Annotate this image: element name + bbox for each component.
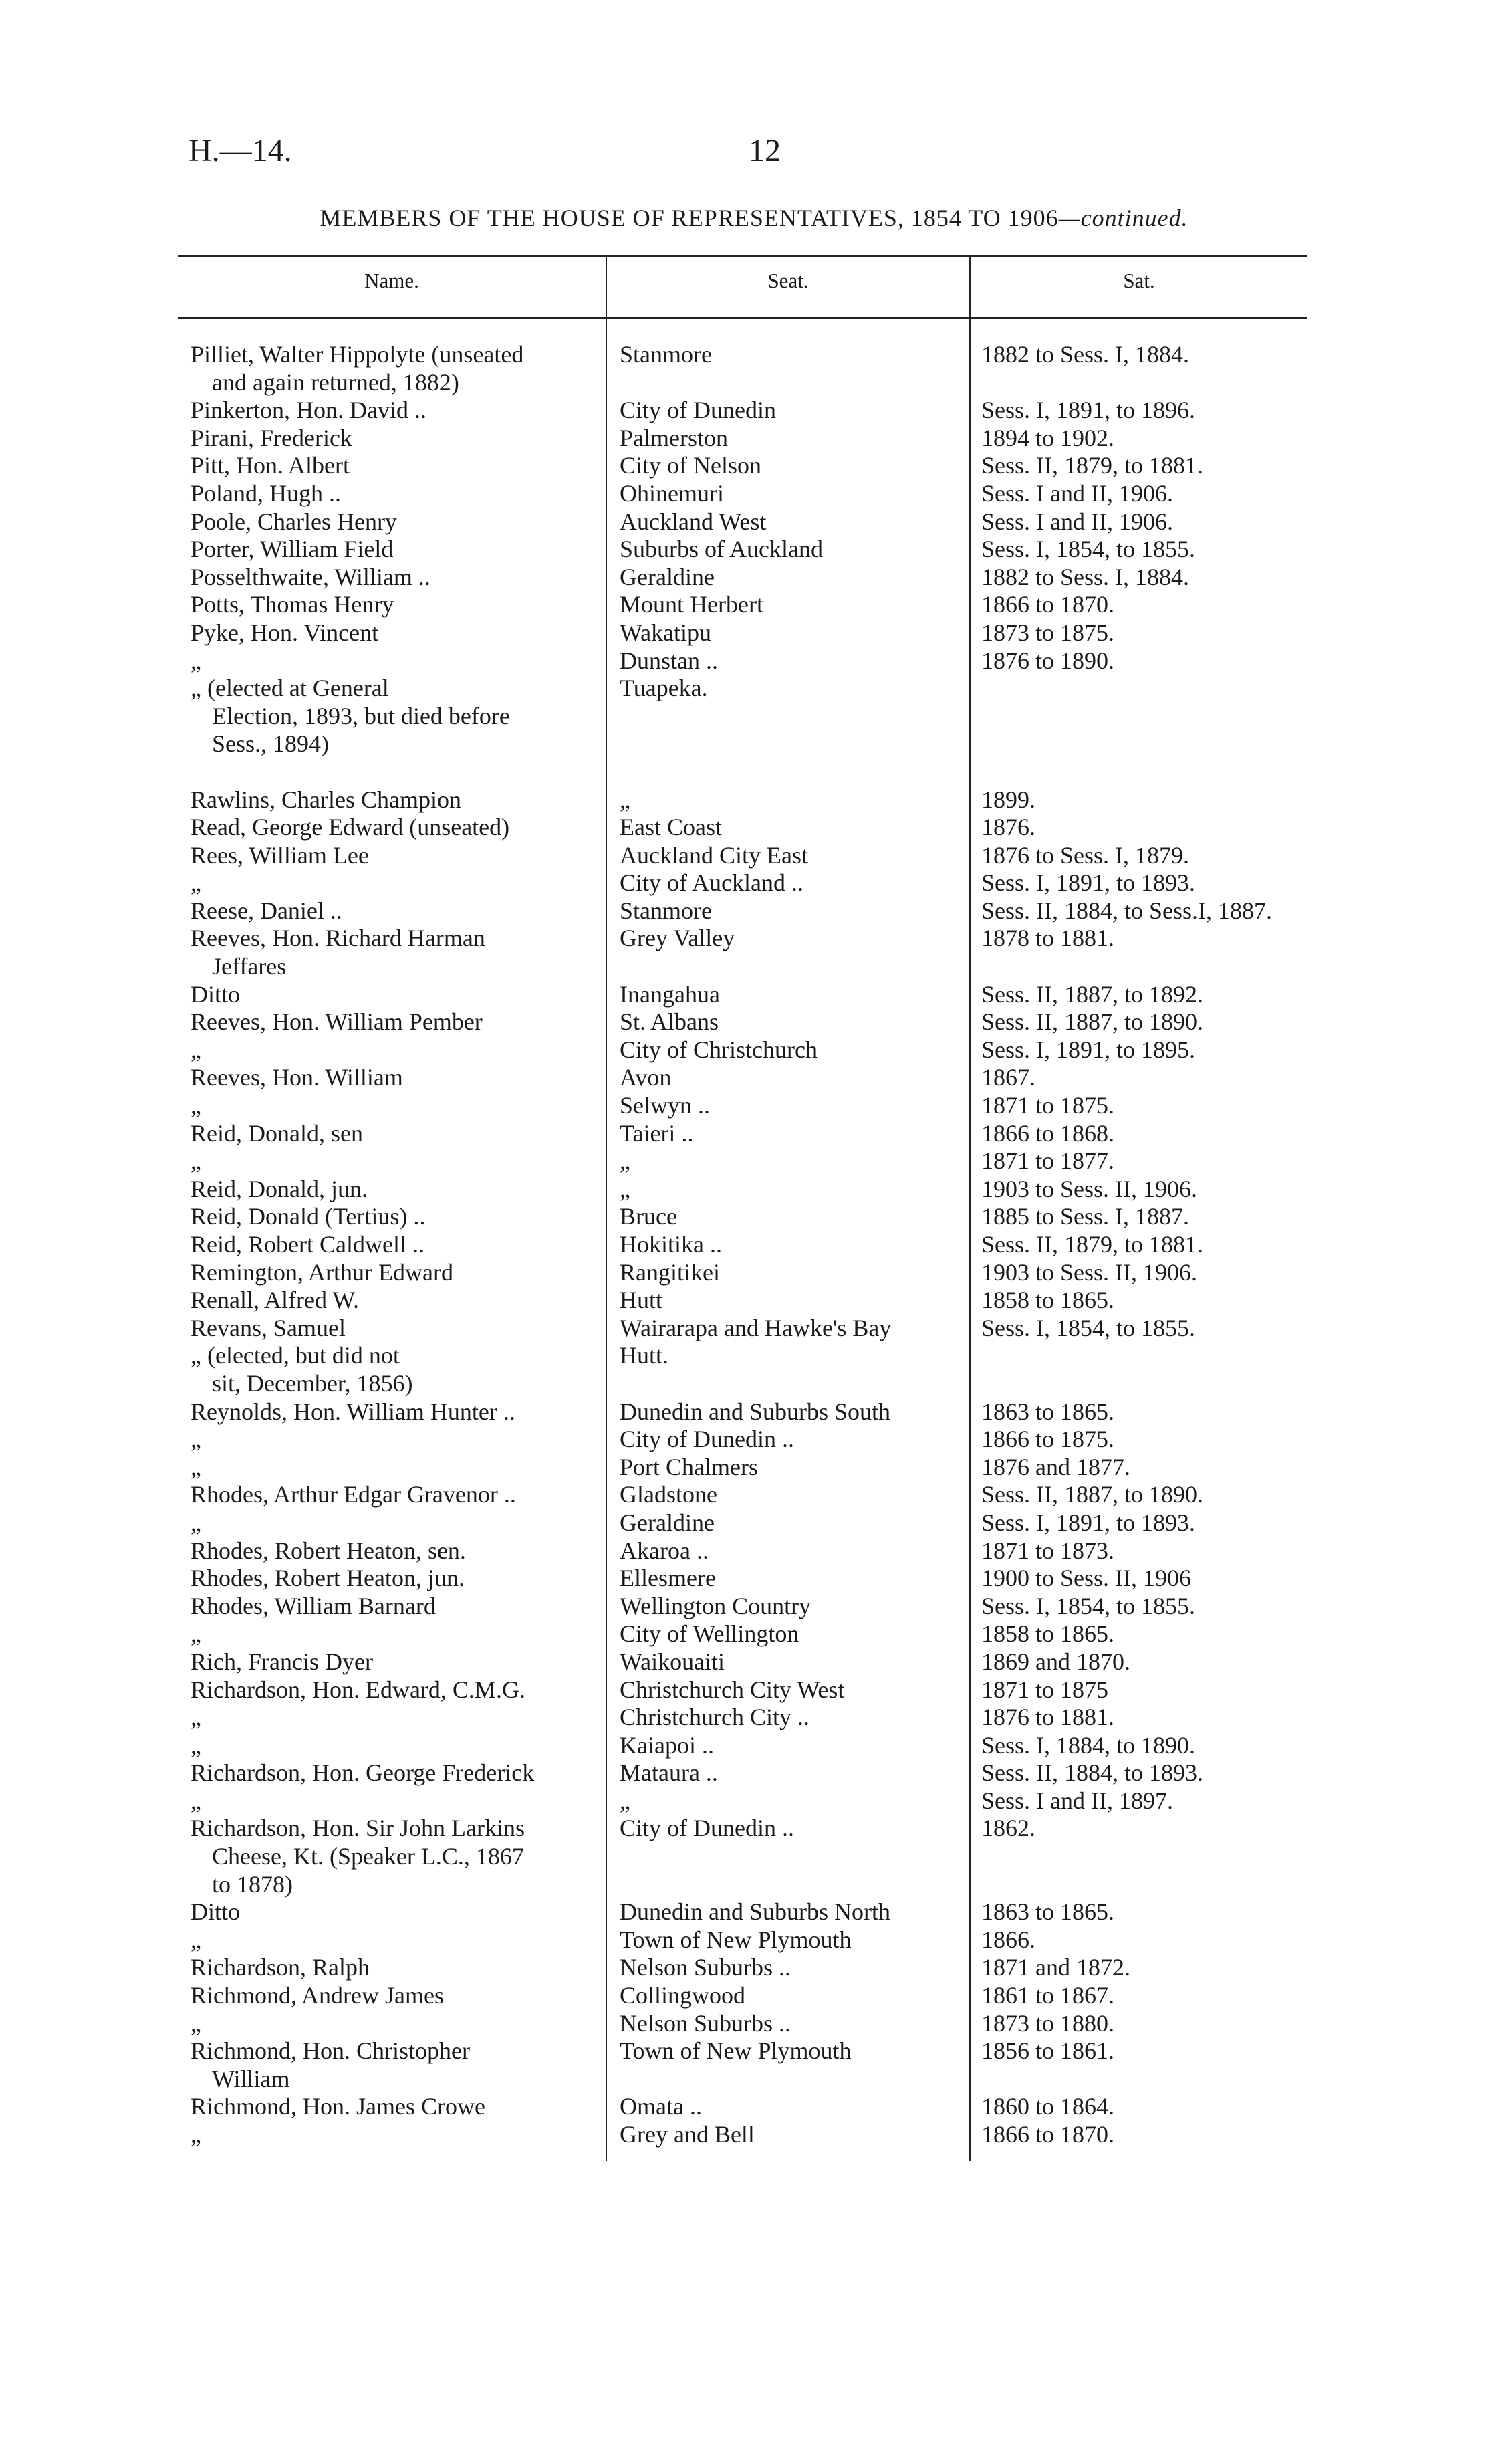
seat: City of Dunedin .. <box>620 1426 794 1453</box>
member-name-continuation: William <box>212 2065 290 2092</box>
table-row <box>0 1286 1508 1315</box>
table-row <box>0 2093 1508 2121</box>
seat: Bruce <box>620 1203 677 1230</box>
sat-period: 1861 to 1867. <box>981 1982 1115 2009</box>
seat: „ <box>620 786 630 813</box>
table-row <box>0 397 1508 425</box>
seat: City of Nelson <box>620 452 761 479</box>
table-row <box>0 591 1508 619</box>
member-name <box>191 1898 592 1926</box>
sat-period: 1876. <box>981 814 1035 841</box>
member-name-line: „ <box>191 1453 201 1480</box>
table-row <box>0 1676 1508 1704</box>
member-name <box>191 869 592 897</box>
member-name <box>191 1759 592 1787</box>
member-name-line: Ditto <box>191 1898 241 1926</box>
member-name <box>191 341 592 397</box>
member-name-line: Pirani, Frederick <box>191 424 352 451</box>
seat: Suburbs of Auckland <box>620 536 823 563</box>
member-name-line: „ (elected at General <box>191 675 389 702</box>
seat: Tuapeka. <box>620 675 708 702</box>
member-name <box>191 1732 592 1760</box>
table-row <box>0 675 1508 758</box>
member-name <box>191 1481 592 1509</box>
member-name <box>191 1565 592 1593</box>
sat-period: 1903 to Sess. II, 1906. <box>981 1175 1197 1202</box>
page-number: 12 <box>749 133 781 169</box>
seat: Port Chalmers <box>620 1453 758 1480</box>
seat: Stanmore <box>620 341 712 368</box>
table-row <box>0 1092 1508 1120</box>
row-spacer <box>0 758 1508 786</box>
seat: Avon <box>620 1064 672 1091</box>
member-name <box>191 897 592 925</box>
table-row <box>0 1787 1508 1815</box>
seat: Dunstan .. <box>620 647 718 674</box>
member-name <box>191 1676 592 1704</box>
table-row <box>0 1759 1508 1787</box>
table-row <box>0 1648 1508 1676</box>
member-name <box>191 1231 592 1259</box>
sat-period: Sess. II, 1887, to 1892. <box>981 980 1203 1008</box>
seat: Wakatipu <box>620 619 712 646</box>
seat: City of Dunedin .. <box>620 1815 794 1842</box>
table-row <box>0 1426 1508 1454</box>
member-name <box>191 1147 592 1175</box>
member-name <box>191 675 592 758</box>
seat: City of Auckland .. <box>620 869 803 897</box>
member-name-line: Richardson, Hon. George Frederick <box>191 1759 535 1787</box>
seat: Hutt <box>620 1286 663 1314</box>
member-name-continuation: Jeffares <box>212 953 287 980</box>
seat: City of Christchurch <box>620 1036 818 1063</box>
seat: Stanmore <box>620 897 712 924</box>
table-row <box>0 1537 1508 1565</box>
table-row <box>0 1704 1508 1732</box>
member-name <box>191 1620 592 1648</box>
sat-period: 1882 to Sess. I, 1884. <box>981 563 1190 590</box>
seat: Kaiapoi .. <box>620 1731 714 1759</box>
member-name <box>191 1342 592 1397</box>
seat: „ <box>620 1175 630 1202</box>
sat-period: Sess. I, 1891, to 1893. <box>981 1508 1196 1536</box>
sat-period: 1869 and 1870. <box>981 1648 1130 1675</box>
member-name-line: Renall, Alfred W. <box>191 1286 359 1314</box>
member-name-line: „ <box>191 1092 201 1119</box>
sat-period: 1871 to 1875 <box>981 1676 1109 1703</box>
seat: East Coast <box>620 814 722 841</box>
seat: St. Albans <box>620 1008 719 1036</box>
sat-period: 1863 to 1865. <box>981 1397 1115 1425</box>
seat: Geraldine <box>620 563 715 590</box>
member-name-line: „ <box>191 1704 201 1731</box>
sat-period: 1866 to 1868. <box>981 1119 1115 1147</box>
member-name <box>191 2121 592 2149</box>
member-name-line: Rich, Francis Dyer <box>191 1648 373 1675</box>
member-name-continuation: Election, 1893, but died before <box>212 702 510 730</box>
member-name-line: Read, George Edward (unseated) <box>191 814 510 841</box>
member-name <box>191 1064 592 1092</box>
member-name-line: Rhodes, Arthur Edgar Gravenor .. <box>191 1481 516 1508</box>
title-text: MEMBERS OF THE HOUSE OF REPRESENTATIVES, 1854 TO 1906 <box>320 205 1059 231</box>
member-name-line: Richmond, Andrew James <box>191 1982 444 2009</box>
member-name-line: „ <box>191 2009 201 2037</box>
sat-period: Sess. I, 1891, to 1895. <box>981 1036 1196 1063</box>
member-name <box>191 1092 592 1120</box>
member-name <box>191 619 592 647</box>
sat-period: Sess. I and II, 1906. <box>981 479 1173 507</box>
member-name-line: Reid, Donald, sen <box>191 1119 363 1147</box>
member-name <box>191 2010 592 2038</box>
seat: „ <box>620 1147 630 1175</box>
sat-period: Sess. I, 1854, to 1855. <box>981 1592 1196 1619</box>
member-name <box>191 2037 592 2093</box>
table-row <box>0 564 1508 592</box>
member-name-line: „ <box>191 1731 201 1759</box>
member-name-line: „ <box>191 1787 201 1814</box>
table-row <box>0 814 1508 842</box>
sat-period: 1871 to 1875. <box>981 1092 1115 1119</box>
seat: Grey and Bell <box>620 2121 755 2148</box>
member-name-line: Richardson, Hon. Edward, C.M.G. <box>191 1676 525 1703</box>
member-name <box>191 814 592 842</box>
table-row <box>0 480 1508 508</box>
seat: Waikouaiti <box>620 1648 725 1675</box>
sat-period: 1903 to Sess. II, 1906. <box>981 1258 1197 1286</box>
member-name-continuation: to 1878) <box>212 1870 293 1898</box>
member-name-line: Poland, Hugh .. <box>191 479 341 507</box>
member-name-line: Pitt, Hon. Albert <box>191 452 350 479</box>
member-name-line: Remington, Arthur Edward <box>191 1258 453 1286</box>
sat-period: 1856 to 1861. <box>981 2037 1115 2065</box>
sat-period: Sess. II, 1887, to 1890. <box>981 1481 1203 1508</box>
table-row <box>0 2010 1508 2038</box>
seat: Taieri .. <box>620 1119 694 1147</box>
seat: Dunedin and Suburbs North <box>620 1898 890 1926</box>
seat: Grey Valley <box>620 925 735 952</box>
seat: Mount Herbert <box>620 591 763 619</box>
member-name-line: Pyke, Hon. Vincent <box>191 619 379 646</box>
member-name <box>191 1926 592 1954</box>
member-name <box>191 1509 592 1537</box>
member-name <box>191 786 592 814</box>
member-name <box>191 1704 592 1732</box>
table-row <box>0 1509 1508 1537</box>
table-row <box>0 508 1508 536</box>
sat-period: 1876 to Sess. I, 1879. <box>981 841 1190 869</box>
member-name-line: Rhodes, Robert Heaton, jun. <box>191 1565 465 1592</box>
table-row <box>0 1036 1508 1065</box>
member-name-line: Richardson, Ralph <box>191 1954 370 1981</box>
table-row <box>0 1815 1508 1898</box>
member-name <box>191 1398 592 1426</box>
member-name <box>191 1315 592 1343</box>
table-row <box>0 897 1508 925</box>
table-row <box>0 536 1508 564</box>
member-name <box>191 1954 592 1982</box>
table-row <box>0 1175 1508 1204</box>
member-name-line: „ <box>191 1926 201 1953</box>
member-name-line: Poole, Charles Henry <box>191 508 397 535</box>
member-name-line: Ditto <box>191 980 241 1008</box>
member-name-line: „ <box>191 1036 201 1063</box>
member-name-line: Richmond, Hon. Christopher <box>191 2037 470 2065</box>
table-row <box>0 869 1508 897</box>
table-row <box>0 1898 1508 1926</box>
seat: Gladstone <box>620 1481 717 1508</box>
member-name-line: Posselthwaite, William .. <box>191 563 430 590</box>
member-name-continuation: and again returned, 1882) <box>212 368 459 396</box>
seat: Mataura .. <box>620 1759 718 1787</box>
seat: „ <box>620 1787 630 1814</box>
member-name-line: „ <box>191 1620 201 1648</box>
sat-period: Sess. I, 1854, to 1855. <box>981 1314 1196 1341</box>
member-name <box>191 1537 592 1565</box>
table-header-rule <box>178 317 1307 319</box>
seat: Hokitika .. <box>620 1231 722 1258</box>
member-name <box>191 1426 592 1454</box>
member-name-continuation: Sess., 1894) <box>212 730 330 758</box>
table-row <box>0 786 1508 814</box>
seat: Inangahua <box>620 980 720 1008</box>
member-name-line: „ <box>191 1147 201 1175</box>
seat: Wellington Country <box>620 1592 811 1619</box>
seat: Wairarapa and Hawke's Bay <box>620 1314 892 1341</box>
sat-period: 1866 to 1870. <box>981 591 1115 619</box>
sat-period: 1858 to 1865. <box>981 1620 1115 1648</box>
table-row <box>0 1398 1508 1426</box>
sat-period: 1858 to 1865. <box>981 1286 1115 1314</box>
table-row <box>0 1120 1508 1148</box>
sat-period: 1900 to Sess. II, 1906 <box>981 1565 1191 1592</box>
member-name-line: Reid, Donald (Tertius) .. <box>191 1203 426 1230</box>
table-row <box>0 925 1508 980</box>
member-name-line: „ <box>191 647 201 674</box>
sat-period: Sess. II, 1884, to 1893. <box>981 1759 1203 1787</box>
table-row <box>0 452 1508 480</box>
seat: Nelson Suburbs .. <box>620 1954 791 1981</box>
member-name-line: Richmond, Hon. James Crowe <box>191 2093 485 2120</box>
table-row <box>0 1147 1508 1175</box>
member-name <box>191 1815 592 1898</box>
column-header-seat: Seat. <box>767 269 809 292</box>
member-name <box>191 452 592 480</box>
sat-period: 1867. <box>981 1064 1035 1091</box>
member-name-line: Potts, Thomas Henry <box>191 591 394 619</box>
sat-period: 1876 to 1890. <box>981 647 1115 674</box>
table-row <box>0 619 1508 647</box>
table-row <box>0 2037 1508 2093</box>
member-name <box>191 2093 592 2121</box>
sat-period: Sess. I and II, 1906. <box>981 508 1173 535</box>
member-name-line: „ <box>191 1426 201 1453</box>
sat-period: Sess. I, 1891, to 1893. <box>981 869 1196 897</box>
seat: Collingwood <box>620 1982 746 2009</box>
seat: Nelson Suburbs .. <box>620 2009 791 2037</box>
member-name-line: Reid, Robert Caldwell .. <box>191 1231 424 1258</box>
member-name <box>191 508 592 536</box>
sat-period: Sess. I and II, 1897. <box>981 1787 1173 1814</box>
member-name-line: Reeves, Hon. Richard Harman <box>191 925 485 952</box>
member-name-line: Rees, William Lee <box>191 841 369 869</box>
member-name-line: Reid, Donald, jun. <box>191 1175 368 1202</box>
seat: Omata .. <box>620 2093 702 2120</box>
table-row <box>0 842 1508 870</box>
seat: City of Dunedin <box>620 397 776 424</box>
table-row <box>0 1259 1508 1287</box>
sat-period: 1871 to 1877. <box>981 1147 1115 1175</box>
sat-period: Sess. II, 1887, to 1890. <box>981 1008 1203 1036</box>
member-name <box>191 1203 592 1231</box>
seat: City of Wellington <box>620 1620 799 1648</box>
table-row <box>0 341 1508 397</box>
member-name-line: Reeves, Hon. William Pember <box>191 1008 483 1036</box>
sat-period: Sess. I, 1854, to 1855. <box>981 536 1196 563</box>
member-name <box>191 842 592 870</box>
seat: Christchurch City West <box>620 1676 845 1703</box>
sat-period: 1876 to 1881. <box>981 1704 1115 1731</box>
sat-period: 1876 and 1877. <box>981 1453 1130 1480</box>
table-row <box>0 647 1508 675</box>
table-row <box>0 1008 1508 1036</box>
member-name <box>191 480 592 508</box>
table-row <box>0 1064 1508 1092</box>
table-row <box>0 2121 1508 2149</box>
member-name-line: Rhodes, Robert Heaton, sen. <box>191 1537 466 1564</box>
sat-period: 1878 to 1881. <box>981 925 1115 952</box>
sat-period: Sess. I, 1891, to 1896. <box>981 397 1196 424</box>
member-name <box>191 1454 592 1482</box>
table-top-rule <box>178 255 1307 257</box>
member-name <box>191 1008 592 1036</box>
seat: Geraldine <box>620 1508 715 1536</box>
sat-period: 1894 to 1902. <box>981 424 1115 451</box>
seat: Christchurch City .. <box>620 1704 809 1731</box>
member-name-line: Revans, Samuel <box>191 1314 346 1341</box>
document-reference: H.—14. <box>188 133 292 169</box>
column-header-name: Name. <box>364 269 419 292</box>
title-continued: —continued. <box>1058 205 1188 231</box>
table-row <box>0 1926 1508 1954</box>
table-row <box>0 1982 1508 2010</box>
table-row <box>0 1481 1508 1509</box>
table-row <box>0 1231 1508 1259</box>
seat: Ohinemuri <box>620 479 724 507</box>
members-table <box>0 341 1508 2149</box>
member-name <box>191 1648 592 1676</box>
sat-period: 1862. <box>981 1815 1035 1842</box>
member-name <box>191 981 592 1009</box>
seat: Selwyn .. <box>620 1092 710 1119</box>
seat: Auckland West <box>620 508 767 535</box>
table-row <box>0 1342 1508 1397</box>
member-name <box>191 1175 592 1204</box>
table-row <box>0 981 1508 1009</box>
member-name <box>191 925 592 980</box>
table-row <box>0 1732 1508 1760</box>
seat: Rangitikei <box>620 1258 720 1286</box>
member-name <box>191 1120 592 1148</box>
member-name-line: Rawlins, Charles Champion <box>191 786 461 813</box>
member-name <box>191 591 592 619</box>
member-name <box>191 397 592 425</box>
member-name <box>191 1593 592 1621</box>
member-name-line: Richardson, Hon. Sir John Larkins <box>191 1815 525 1842</box>
member-name-line: „ <box>191 1508 201 1536</box>
member-name-line: Porter, William Field <box>191 536 394 563</box>
sat-period: Sess. II, 1884, to Sess.I, 1887. <box>981 897 1273 924</box>
member-name-continuation: Cheese, Kt. (Speaker L.C., 1867 <box>212 1843 524 1870</box>
seat: Hutt. <box>620 1342 669 1369</box>
member-name-line: Reese, Daniel .. <box>191 897 342 924</box>
seat: Dunedin and Suburbs South <box>620 1397 890 1425</box>
member-name <box>191 1259 592 1287</box>
seat: Town of New Plymouth <box>620 1926 852 1953</box>
sat-period: 1873 to 1875. <box>981 619 1115 646</box>
table-row <box>0 1565 1508 1593</box>
member-name-line: Pilliet, Walter Hippolyte (unseated <box>191 341 524 368</box>
member-name <box>191 1982 592 2010</box>
table-row <box>0 1954 1508 1982</box>
table-row <box>0 1593 1508 1621</box>
member-name-line: Rhodes, William Barnard <box>191 1592 436 1619</box>
seat: Town of New Plymouth <box>620 2037 852 2065</box>
seat: Akaroa .. <box>620 1537 709 1564</box>
member-name-line: Reynolds, Hon. William Hunter .. <box>191 1397 515 1425</box>
seat: Ellesmere <box>620 1565 716 1592</box>
table-row <box>0 1203 1508 1231</box>
member-name <box>191 647 592 675</box>
page-title <box>0 204 1508 232</box>
sat-period: Sess. II, 1879, to 1881. <box>981 452 1203 479</box>
member-name-line: Reeves, Hon. William <box>191 1064 403 1091</box>
sat-period: 1863 to 1865. <box>981 1898 1115 1926</box>
member-name-line: „ <box>191 869 201 897</box>
member-name <box>191 536 592 564</box>
sat-period: 1885 to Sess. I, 1887. <box>981 1203 1190 1230</box>
sat-period: 1866 to 1870. <box>981 2121 1115 2148</box>
member-name <box>191 1787 592 1815</box>
column-header-sat: Sat. <box>1123 269 1155 292</box>
table-row <box>0 1315 1508 1343</box>
sat-period: 1882 to Sess. I, 1884. <box>981 341 1190 368</box>
sat-period: 1873 to 1880. <box>981 2009 1115 2037</box>
member-name-continuation: sit, December, 1856) <box>212 1369 413 1397</box>
sat-period: Sess. I, 1884, to 1890. <box>981 1731 1196 1759</box>
seat: Palmerston <box>620 424 728 451</box>
table-row <box>0 425 1508 453</box>
sat-period: 1899. <box>981 786 1035 813</box>
sat-period: Sess. II, 1879, to 1881. <box>981 1231 1203 1258</box>
member-name-line: „ (elected, but did not <box>191 1342 400 1369</box>
member-name <box>191 425 592 453</box>
member-name <box>191 1286 592 1315</box>
table-row <box>0 1620 1508 1648</box>
sat-period: 1866 to 1875. <box>981 1426 1115 1453</box>
table-row <box>0 1454 1508 1482</box>
member-name <box>191 564 592 592</box>
sat-period: 1860 to 1864. <box>981 2093 1115 2120</box>
member-name-line: Pinkerton, Hon. David .. <box>191 397 426 424</box>
sat-period: 1866. <box>981 1926 1035 1953</box>
member-name-line: „ <box>191 2121 201 2148</box>
member-name <box>191 1036 592 1065</box>
sat-period: 1871 and 1872. <box>981 1954 1130 1981</box>
sat-period: 1871 to 1873. <box>981 1537 1115 1564</box>
seat: Auckland City East <box>620 841 808 869</box>
